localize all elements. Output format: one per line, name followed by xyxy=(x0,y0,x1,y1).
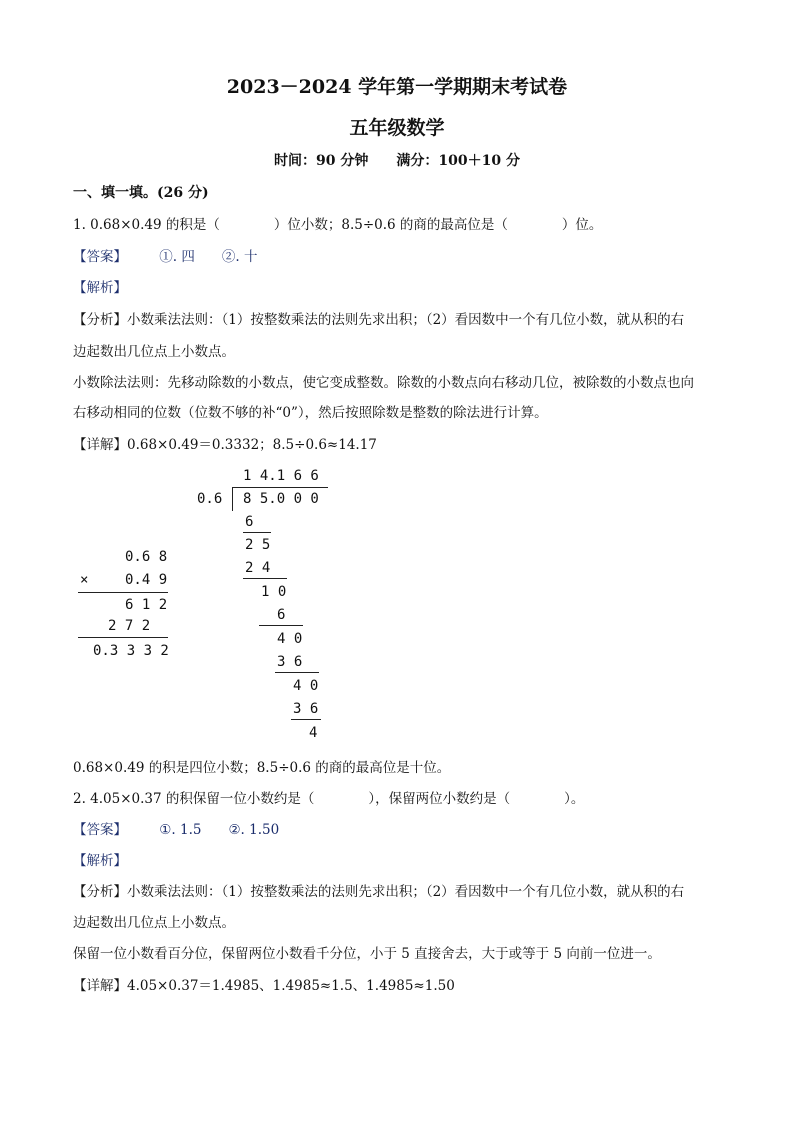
exam-info: 时间：90 分钟 满分：100＋10 分 xyxy=(274,153,520,169)
div-line4 xyxy=(275,672,319,673)
q1-conclusion: 0.68×0.49 的积是四位小数；8.5÷0.6 的商的最高位是十位。 xyxy=(73,760,451,776)
mult-sign: × xyxy=(80,572,89,588)
section-heading: 一、填一填。(26 分) xyxy=(73,185,209,201)
q1-fenxi-line2: 边起数出几位点上小数点。 xyxy=(73,344,235,360)
q1-detail: 【详解】0.68×0.49＝0.3332；8.5÷0.6≈14.17 xyxy=(73,437,377,453)
div-top-line xyxy=(232,487,328,488)
div-line5 xyxy=(291,719,321,720)
mult-row3: 6 1 2 xyxy=(125,597,168,613)
mult-result: 0.3 3 3 2 xyxy=(93,643,169,659)
div-quotient: 1 4.1 6 6 xyxy=(243,468,319,484)
div-step10: 4 xyxy=(309,725,318,741)
q2-detail: 【详解】4.05×0.37＝1.4985、1.4985≈1.5、1.4985≈1.50 xyxy=(73,978,455,994)
div-step9: 3 6 xyxy=(293,701,319,717)
q2-question: 2. 4.05×0.37 的积保留一位小数约是（ ），保留两位小数约是（ ）。 xyxy=(73,791,585,807)
div-dividend: 8 5.0 0 0 xyxy=(243,491,319,507)
q2-rule: 保留一位小数看百分位，保留两位小数看千分位，小于 5 直接舍去，大于或等于 5 向前一位进一。 xyxy=(73,946,661,962)
q1-fenxi-line1: 【分析】小数乘法法则：（1）按整数乘法的法则先求出积；（2）看因数中一个有几位小数，就从积的右 xyxy=(73,312,685,328)
q1-question: 1. 0.68×0.49 的积是（ ）位小数；8.5÷0.6 的商的最高位是（ ）位。 xyxy=(73,217,603,233)
div-step4: 1 0 xyxy=(261,584,287,600)
div-step6: 4 0 xyxy=(277,631,303,647)
q2-fenxi-line2: 边起数出几位点上小数点。 xyxy=(73,915,235,931)
mult-row2: 0.4 9 xyxy=(125,572,168,588)
div-bracket xyxy=(232,487,233,511)
q2-answer: ①. 1.5 ②. 1.50 xyxy=(159,822,280,838)
mult-row4: 2 7 2 xyxy=(108,618,151,634)
div-line1 xyxy=(243,532,271,533)
q1-answer-label: 【答案】 xyxy=(73,249,127,265)
q2-answer-row xyxy=(73,818,279,838)
div-line2 xyxy=(243,578,287,579)
exam-title: 2023－2024 学年第一学期期末考试卷 xyxy=(226,76,568,98)
div-step7: 3 6 xyxy=(277,654,303,670)
mult-line1 xyxy=(78,592,168,593)
q2-fenxi-line1: 【分析】小数乘法法则：（1）按整数乘法的法则先求出积；（2）看因数中一个有几位小数，就从积的右 xyxy=(73,884,685,900)
div-step3: 2 4 xyxy=(245,560,271,576)
q2-answer-label: 【答案】 xyxy=(73,822,127,838)
div-step2: 2 5 xyxy=(245,537,271,553)
div-step5: 6 xyxy=(277,607,286,623)
div-line3 xyxy=(259,625,303,626)
div-step1: 6 xyxy=(245,514,254,530)
q1-answer-row xyxy=(73,245,257,265)
div-divisor: 0.6 xyxy=(197,491,223,507)
div-step8: 4 0 xyxy=(293,678,319,694)
q1-rule-line2: 右移动相同的位数（位数不够的补“0”），然后按照除数是整数的除法进行计算。 xyxy=(73,405,548,421)
mult-line2 xyxy=(78,637,168,638)
q1-answer: ①. 四 ②. 十 xyxy=(159,249,258,265)
q1-rule-line1: 小数除法法则：先移动除数的小数点，使它变成整数。除数的小数点向右移动几位，被除数的小数点也向 xyxy=(73,375,694,391)
q1-analysis-label: 【解析】 xyxy=(73,280,127,296)
q2-analysis-label: 【解析】 xyxy=(73,853,127,869)
exam-subject: 五年级数学 xyxy=(349,117,445,139)
mult-row1: 0.6 8 xyxy=(125,549,168,565)
